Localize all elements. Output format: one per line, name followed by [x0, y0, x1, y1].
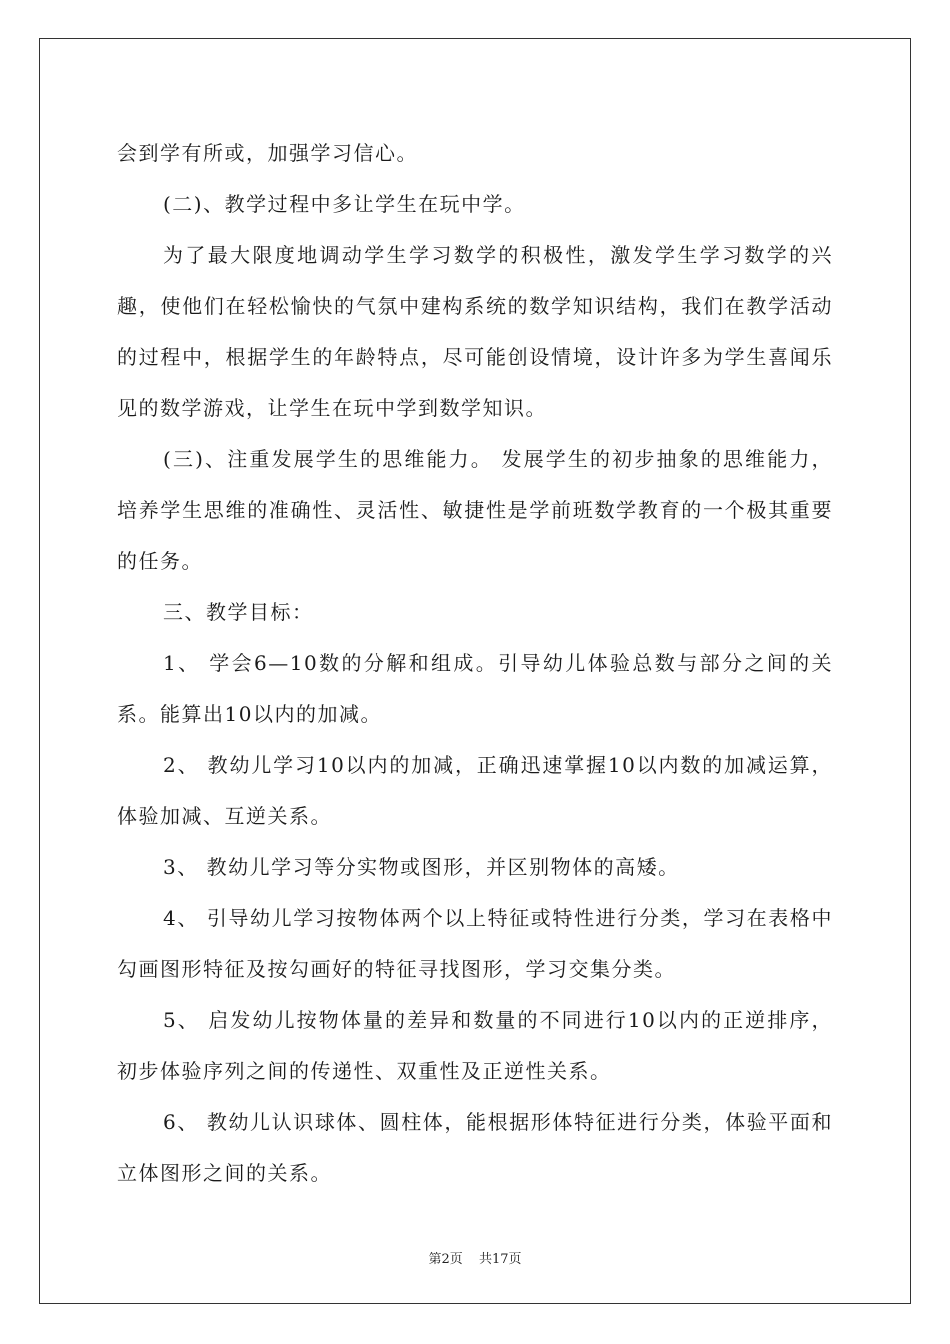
paragraph-1: 会到学有所或，加强学习信心。	[117, 141, 418, 165]
paragraph-4: (三)、注重发展学生的思维能力。 发展学生的初步抽象的思维能力，培养学生思维的准确性、灵活性、敏捷性是学前班数学教育的一个极其重要的任务。	[117, 447, 833, 573]
document-body	[117, 128, 833, 1199]
goal-item-3: 3、 教幼儿学习等分实物或图形，并区别物体的高矮。	[163, 855, 680, 879]
paragraph-2: (二)、教学过程中多让学生在玩中学。	[163, 192, 526, 216]
page-footer	[0, 1248, 950, 1267]
page-total: 共17页	[478, 1252, 522, 1267]
goal-item-6: 6、 教幼儿认识球体、圆柱体，能根据形体特征进行分类，体验平面和立体图形之间的关系。	[117, 1110, 833, 1185]
goal-item-2: 2、 教幼儿学习10以内的加减，正确迅速掌握10以内数的加减运算，体验加减、互逆关系。	[117, 753, 833, 828]
paragraph-3: 为了最大限度地调动学生学习数学的积极性，激发学生学习数学的兴趣，使他们在轻松愉快的气氛中建构系统的数学知识结构，我们在教学活动的过程中，根据学生的年龄特点，尽可能创设情境，设计许多为学生喜闻乐见的数学游戏，让学生在玩中学到数学知识。	[117, 243, 833, 420]
section-heading: 三、教学目标：	[163, 600, 314, 624]
goal-item-4: 4、 引导幼儿学习按物体两个以上特征或特性进行分类，学习在表格中勾画图形特征及按勾画好的特征寻找图形，学习交集分类。	[117, 906, 833, 981]
goal-item-1: 1、 学会6—10数的分解和组成。引导幼儿体验总数与部分之间的关系。能算出10以内的加减。	[117, 651, 833, 726]
page-number: 第2页	[428, 1252, 463, 1267]
goal-item-5: 5、 启发幼儿按物体量的差异和数量的不同进行10以内的正逆排序，初步体验序列之间的传递性、双重性及正逆性关系。	[117, 1008, 833, 1083]
